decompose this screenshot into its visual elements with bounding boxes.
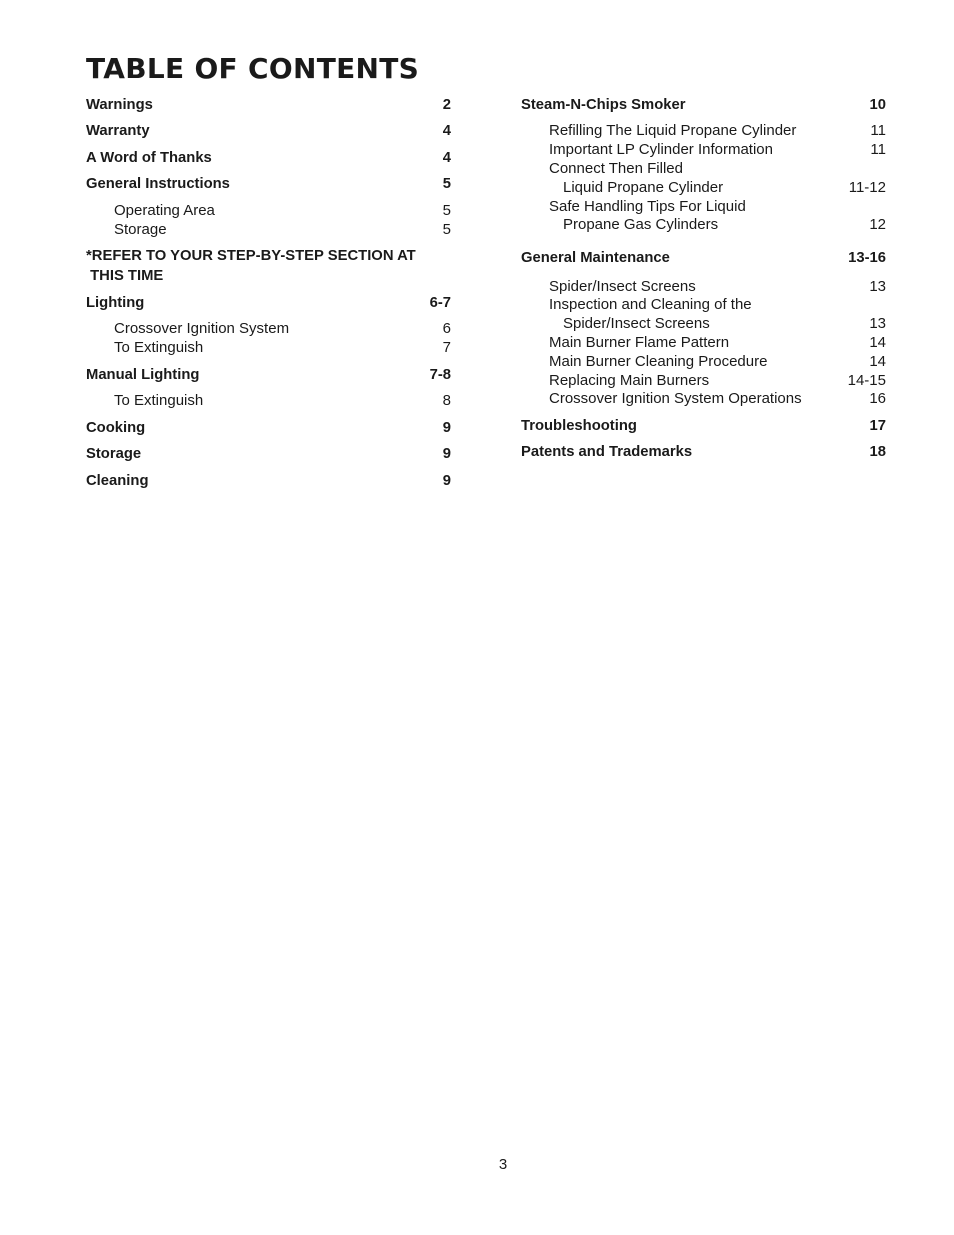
- toc-entry-patents: [521, 443, 886, 462]
- toc-entry-page: 6-7: [429, 294, 451, 311]
- toc-subentry-to-extinguish: [86, 392, 451, 411]
- toc-entry-label: A Word of Thanks: [86, 149, 212, 166]
- toc-entry-label: Storage: [114, 220, 167, 238]
- toc-entry-cooking: [86, 419, 451, 438]
- toc-subentry-safe-handling-line: [521, 198, 886, 217]
- toc-entry-page: 13: [869, 277, 886, 295]
- page-title: TABLE OF CONTENTS: [86, 52, 420, 85]
- toc-entry-page: 18: [869, 444, 886, 461]
- notice-line: *REFER TO YOUR STEP-BY-STEP SECTION AT: [86, 248, 416, 265]
- toc-entry-label: Connect Then Filled: [549, 160, 683, 178]
- toc-subentry-to-extinguish: [86, 339, 451, 358]
- toc-column-right: [521, 96, 886, 462]
- toc-entry-label: Refilling The Liquid Propane Cylinder: [549, 122, 797, 140]
- toc-entry-label: Lighting: [86, 294, 145, 311]
- toc-entry-label: Replacing Main Burners: [549, 371, 710, 389]
- toc-entry-label: Warnings: [86, 97, 153, 113]
- toc-entry-label: Storage: [86, 446, 142, 463]
- toc-subentry-storage: [86, 221, 451, 240]
- toc-subentry-connect-cylinder: [521, 179, 886, 198]
- toc-subentry-spider-screens: [521, 278, 886, 297]
- toc-entry-label: Cooking: [86, 419, 146, 436]
- toc-entry-label: Patents and Trademarks: [521, 444, 693, 461]
- toc-entry-page: 9: [442, 472, 451, 489]
- toc-entry-label: Operating Area: [114, 201, 215, 219]
- toc-entry-page: 17: [869, 417, 886, 434]
- toc-entry-warranty: [86, 122, 451, 141]
- toc-entry-page: 9: [442, 419, 451, 436]
- toc-entry-label: Safe Handling Tips For Liquid: [549, 197, 746, 215]
- toc-entry-page: 5: [442, 176, 451, 193]
- toc-entry-manual-lighting: [86, 366, 451, 385]
- toc-subentry-inspection-line: [521, 296, 886, 315]
- toc-entry-label: Spider/Insect Screens: [549, 277, 696, 295]
- toc-entry-label: Propane Gas Cylinders: [563, 216, 719, 234]
- toc-entry-page: 16: [869, 390, 886, 408]
- toc-entry-label: To Extinguish: [114, 339, 204, 357]
- toc-entry-page: 4: [442, 123, 451, 140]
- toc-entry-label: Manual Lighting: [86, 366, 200, 383]
- toc-entry-page: 13-16: [848, 250, 886, 267]
- toc-entry-page: 6: [442, 320, 451, 338]
- toc-entry-label: Inspection and Cleaning of the: [549, 296, 752, 314]
- toc-entry-page: 12: [869, 216, 886, 234]
- toc-entry-label: Main Burner Cleaning Procedure: [549, 352, 768, 370]
- toc-entry-page: 14: [869, 333, 886, 351]
- toc-entry-label: Crossover Ignition System Operations: [549, 390, 802, 408]
- toc-entry-page: 7: [442, 339, 451, 357]
- toc-subentry-operating-area: [86, 202, 451, 221]
- page-number: 3: [498, 1156, 508, 1173]
- toc-entry-thanks: [86, 149, 451, 168]
- toc-entry-page: 7-8: [429, 366, 451, 383]
- toc-entry-page: 4: [442, 149, 451, 166]
- toc-entry-page: 13: [869, 315, 886, 333]
- notice-line: THIS TIME: [86, 267, 164, 284]
- toc-subentry-replacing-burners: [521, 372, 886, 391]
- toc-entry-page: 10: [869, 97, 886, 113]
- toc-entry-lighting: [86, 294, 451, 313]
- toc-entry-label: Crossover Ignition System: [114, 320, 290, 338]
- toc-entry-page: 5: [442, 201, 451, 219]
- toc-subentry-crossover-ignition: [86, 320, 451, 339]
- toc-subentry-flame-pattern: [521, 334, 886, 353]
- toc-entry-page: 9: [442, 446, 451, 463]
- toc-entry-label: General Maintenance: [521, 250, 670, 267]
- toc-entry-label: General Instructions: [86, 176, 230, 193]
- toc-entry-general-instructions: [86, 175, 451, 194]
- toc-entry-page: 11-12: [848, 178, 886, 196]
- toc-subentry-safe-handling-cylinders: [521, 216, 886, 235]
- toc-entry-label: Important LP Cylinder Information: [549, 141, 773, 159]
- toc-entry-label: Cleaning: [86, 472, 149, 489]
- toc-entry-page: 8: [442, 392, 451, 410]
- toc-subentry-refilling: [521, 122, 886, 141]
- toc-entry-label: Liquid Propane Cylinder: [563, 178, 724, 196]
- toc-entry-label: Main Burner Flame Pattern: [549, 333, 730, 351]
- toc-entry-label: Troubleshooting: [521, 417, 637, 434]
- toc-entry-page: 11: [870, 122, 886, 140]
- toc-column-left: [86, 96, 451, 490]
- toc-entry-page: 14-15: [847, 371, 886, 389]
- step-by-step-notice: [86, 247, 451, 286]
- toc-entry-cleaning: [86, 472, 451, 491]
- toc-subentry-crossover-operations: [521, 390, 886, 409]
- toc-subentry-important-lp: [521, 141, 886, 160]
- toc-entry-smoker: [521, 96, 886, 115]
- toc-entry-troubleshooting: [521, 417, 886, 436]
- toc-entry-warnings: [86, 96, 451, 115]
- toc-subentry-inspection-screens: [521, 315, 886, 334]
- toc-entry-storage: [86, 445, 451, 464]
- toc-entry-label: Spider/Insect Screens: [563, 315, 710, 333]
- toc-subentry-connect-line: [521, 160, 886, 179]
- toc-entry-general-maintenance: [521, 249, 886, 268]
- toc-subentry-cleaning-procedure: [521, 353, 886, 372]
- toc-entry-page: 5: [442, 220, 451, 238]
- toc-entry-label: To Extinguish: [114, 392, 204, 410]
- toc-entry-page: 11: [870, 141, 886, 159]
- toc-entry-label: Steam-N-Chips Smoker: [521, 97, 686, 113]
- toc-entry-label: Warranty: [86, 123, 150, 140]
- toc-entry-page: 14: [869, 352, 886, 370]
- toc-entry-page: 2: [442, 97, 451, 113]
